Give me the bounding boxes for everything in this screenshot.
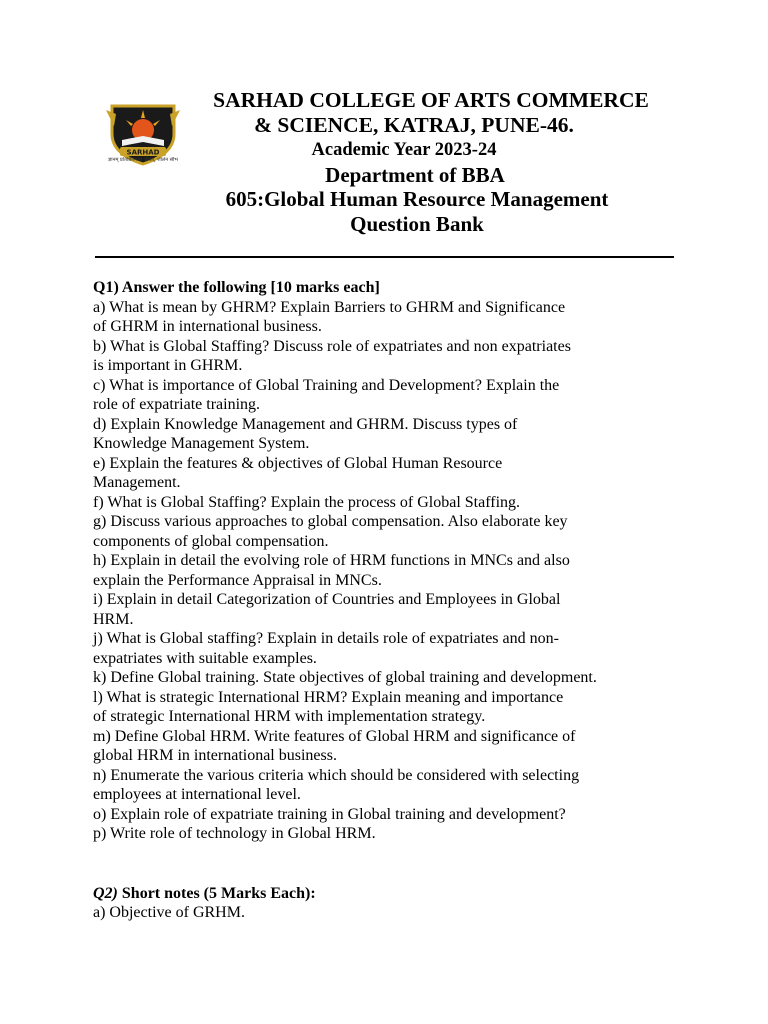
q1-line: role of expatriate training. xyxy=(93,396,261,413)
q1-line: p) Write role of technology in Global HRM. xyxy=(93,825,376,842)
q1-line: employees at international level. xyxy=(93,786,301,803)
q1-line: of strategic International HRM with implementation strategy. xyxy=(93,708,486,725)
college-name-line1: SARHAD COLLEGE OF ARTS COMMERCE xyxy=(213,88,649,112)
q2-heading-text: Short notes (5 Marks Each): xyxy=(117,884,316,902)
course-title: 605:Global Human Resource Management xyxy=(225,187,609,211)
q1-line: c) What is importance of Global Training and Development? Explain the xyxy=(93,376,560,394)
q1-line: e) Explain the features & objectives of Global Human Resource xyxy=(93,454,503,472)
q1-line: Management. xyxy=(93,474,181,491)
q1-line: m) Define Global HRM. Write features of Global HRM and significance of xyxy=(93,727,576,745)
q1-line: components of global compensation. xyxy=(93,532,329,550)
q1-line: i) Explain in detail Categorization of Countries and Employees in Global xyxy=(93,591,561,608)
q2-heading xyxy=(93,884,683,904)
department-name: Department of BBA xyxy=(325,163,505,187)
q1-line: Knowledge Management System. xyxy=(93,435,310,452)
q1-line: expatriates with suitable examples. xyxy=(93,649,317,667)
college-name-line2: & SCIENCE, KATRAJ, PUNE-46. xyxy=(254,113,574,137)
q1-line: f) What is Global Staffing? Explain the process of Global Staffing. xyxy=(93,493,521,511)
q2-list xyxy=(93,903,683,923)
q1-line: b) What is Global Staffing? Discuss role of expatriates and non expatriates xyxy=(93,337,571,355)
q1-line: d) Explain Knowledge Management and GHRM. Discuss types of xyxy=(93,415,518,433)
q1-line: explain the Performance Appraisal in MNCs. xyxy=(93,571,382,589)
q1-line: n) Enumerate the various criteria which should be considered with selecting xyxy=(93,766,580,784)
section-spacer xyxy=(93,844,683,884)
q1-line: j) What is Global staffing? Explain in details role of expatriates and non- xyxy=(93,630,559,647)
q1-line: k) Define Global training. State objectives of global training and development. xyxy=(93,669,597,686)
logo-banner-text: SARHAD xyxy=(126,148,160,157)
academic-year: Academic Year 2023-24 xyxy=(311,140,497,160)
q1-line: l) What is strategic International HRM? Explain meaning and importance xyxy=(93,688,564,706)
q1-line: HRM. xyxy=(93,610,134,628)
logo-motto: ज्ञानम् प्रतिष्ठितमस्य जीवेत्, शीलेन सौभ xyxy=(108,157,178,163)
q1-list xyxy=(93,298,683,844)
q2-line: a) Objective of GRHM. xyxy=(93,904,245,921)
q1-line: a) What is mean by GHRM? Explain Barriers to GHRM and Significance xyxy=(93,298,566,316)
q1-line: of GHRM in international business. xyxy=(93,318,322,335)
document-type: Question Bank xyxy=(350,212,484,236)
q1-heading: Q1) Answer the following [10 marks each] xyxy=(93,279,380,296)
q1-line: o) Explain role of expatriate training in Global training and development? xyxy=(93,805,566,823)
q1-line: is important in GHRM. xyxy=(93,357,243,374)
header-divider xyxy=(95,256,674,258)
q1-line: h) Explain in detail the evolving role of HRM functions in MNCs and also xyxy=(93,552,570,569)
q2-number: Q2) xyxy=(93,884,118,902)
q1-line: g) Discuss various approaches to global compensation. Also elaborate key xyxy=(93,513,568,530)
q1-line: global HRM in international business. xyxy=(93,747,337,764)
question-bank-body xyxy=(93,278,683,923)
